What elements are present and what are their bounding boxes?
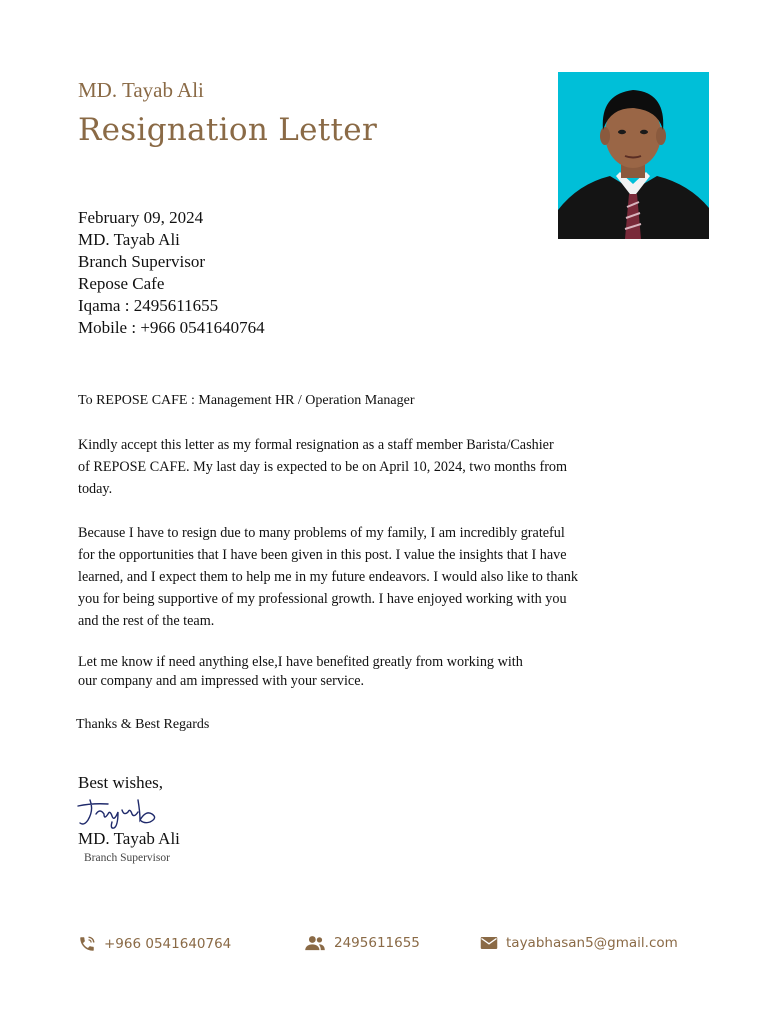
page-title: Resignation Letter <box>78 112 378 148</box>
portrait-image <box>558 72 709 239</box>
footer-phone-text: +966 0541640764 <box>104 936 232 952</box>
sender-company: Repose Cafe <box>78 274 165 293</box>
profile-photo <box>558 72 709 239</box>
handwritten-signature <box>74 796 174 830</box>
paragraph-line: our company and am impressed with your service. <box>78 673 365 689</box>
letter-date: February 09, 2024 <box>78 208 204 227</box>
paragraph-line: for the opportunities that I have been given in this post. I value the insights that I have <box>78 547 567 563</box>
recipient-line: To REPOSE CAFE : Management HR / Operation Manager <box>78 393 415 408</box>
paragraph-line: today. <box>78 481 113 497</box>
sender-name: MD. Tayab Ali <box>78 230 180 249</box>
paragraph-line: you for being supportive of my professional growth. I have enjoyed working with you <box>78 591 567 607</box>
paragraph-1 <box>78 434 567 500</box>
sender-iqama: Iqama : 2495611655 <box>78 296 219 315</box>
sender-mobile: Mobile : +966 0541640764 <box>78 318 265 337</box>
mail-icon <box>480 936 498 950</box>
footer-email-link[interactable]: tayabhasan5@gmail.com <box>506 935 678 951</box>
paragraph-line: learned, and I expect them to help me in my future endeavors. I would also like to thank <box>78 569 578 585</box>
sender-details <box>78 207 265 339</box>
signoff-name: MD. Tayab Ali <box>78 829 180 848</box>
footer-phone <box>78 935 231 953</box>
paragraph-line: Let me know if need anything else,I have benefited greatly from working with <box>78 654 523 670</box>
paragraph-2 <box>78 522 578 632</box>
sender-position: Branch Supervisor <box>78 252 206 271</box>
paragraph-line: of REPOSE CAFE. My last day is expected to be on April 10, 2024, two months from <box>78 459 568 475</box>
footer-iqama <box>304 935 420 951</box>
paragraph-line: and the rest of the team. <box>78 613 215 629</box>
footer-email <box>480 935 678 951</box>
signoff-role: Branch Supervisor <box>84 852 170 864</box>
paragraph-line: Kindly accept this letter as my formal resignation as a staff member Barista/Cashier <box>78 437 554 453</box>
paragraph-line: Because I have to resign due to many problems of my family, I am incredibly grateful <box>78 525 565 541</box>
best-wishes: Best wishes, <box>78 773 163 792</box>
paragraph-3 <box>78 653 523 691</box>
closing-line: Thanks & Best Regards <box>76 717 210 732</box>
header-name: MD. Tayab Ali <box>78 78 204 102</box>
phone-icon <box>78 935 96 953</box>
people-icon <box>304 935 326 951</box>
footer-iqama-text: 2495611655 <box>334 935 420 951</box>
